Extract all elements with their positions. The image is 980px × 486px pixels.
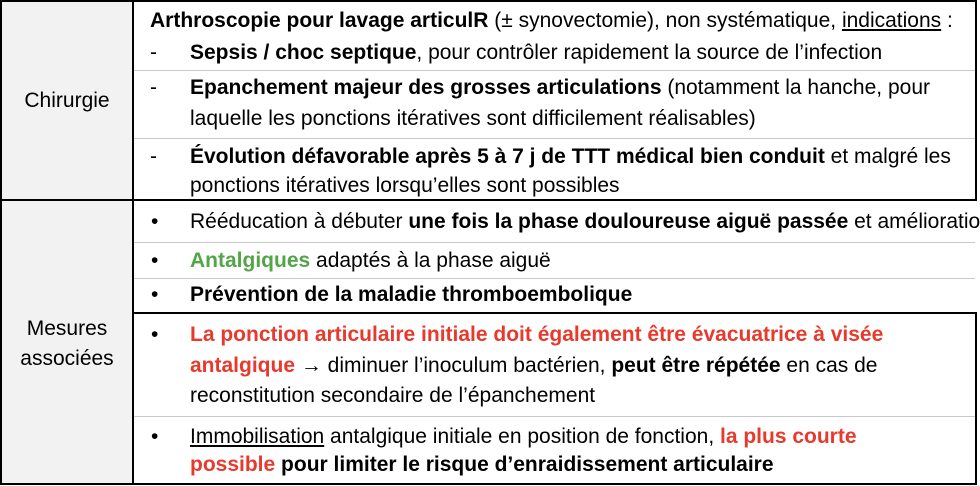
surgery-row-label: Chirurgie [24,89,110,112]
list-dash: - [150,76,157,99]
measure-item-bold: une fois la phase douloureuse aiguë passée [408,210,849,233]
list-bullet: • [151,283,159,306]
surgery-right-border [975,0,977,201]
boxed-measures-right-border [975,312,977,485]
measure-item-text: adaptés à la phase aiguë [310,249,551,272]
boxed-item-immobilisation-line2 [190,451,774,479]
label-column-background [1,1,133,484]
surgery-item-text: (notamment la hanche, pour [661,76,930,99]
surgery-item-bold: Sepsis / choc septique [190,41,417,64]
boxed-measures-top-border [132,312,977,314]
measure-item-analgesics [190,247,551,275]
table-left-border [0,0,2,485]
boxed-item-bold: pour limiter le risque d’enraidissement articulaire [275,453,774,476]
measure-item-green-emphasis: Antalgiques [190,249,311,272]
boxed-item-red-emphasis: antalgique [190,354,296,377]
list-bullet: • [151,210,159,233]
measures-row-label: Mesures associées [20,317,114,370]
list-bullet: • [151,249,159,272]
surgery-intro [150,7,953,35]
boxed-item-puncture-line3: reconstitution secondaire de l’épanchement [190,384,596,407]
list-bullet: • [151,425,159,448]
surgery-item-effusion [190,74,930,102]
surgery-intro-title: Arthroscopie pour lavage articulR [150,9,489,32]
boxed-item-text-end: en cas de [780,354,878,377]
surgery-item-effusion-cont: laquelle les ponctions itératives sont difficilement réalisables) [190,107,756,130]
surgery-item-evolution [190,143,951,171]
boxed-item-immobilisation [190,423,857,451]
table-top-border [0,0,977,2]
boxed-item-puncture-line2 [190,352,877,380]
surgery-intro-indications: indications [841,9,942,32]
measure-item-text-end: et amélioratio [848,210,980,233]
list-bullet: • [151,323,159,346]
boxed-item-text: → diminuer l’inoculum bactérien, [295,354,612,377]
item-separator [134,138,975,139]
list-dash: - [150,145,157,168]
item-separator [134,242,975,243]
surgery-item-text: , pour contrôler rapidement la source de l’infection [416,41,883,64]
surgery-item-bold: Évolution défavorable après 5 à 7 j de TTT médical bien conduit [190,145,825,168]
boxed-item-red-emphasis: la plus courte [720,425,857,448]
list-dash: - [150,41,157,64]
boxed-item-puncture-emphasis: La ponction articulaire initiale doit également être évacuatrice à visée [190,323,884,346]
label-column-divider [132,0,134,485]
measure-item-text: Rééducation à débuter [190,210,409,233]
surgery-intro-text: (± synovectomie), non systématique, [488,9,842,32]
item-separator [134,278,975,279]
measure-item-rehab [190,208,980,236]
item-separator [134,70,975,71]
boxed-item-underlined: Immobilisation [190,425,325,448]
surgery-item-text: et malgré les [824,145,951,168]
boxed-item-red-emphasis: possible [190,453,276,476]
surgery-item-evolution-cont: ponctions itératives lorsqu’elles sont possibles [190,174,620,197]
item-separator [134,416,975,417]
surgery-intro-end: : [941,9,953,32]
surgery-item-sepsis [190,39,882,67]
boxed-item-text: antalgique initiale en position de fonction, [324,425,720,448]
measure-item-thrombo-prevention: Prévention de la maladie thromboembolique [190,283,633,306]
boxed-item-bold: peut être répétée [611,354,781,377]
surgery-item-bold: Epanchement majeur des grosses articulations [190,76,662,99]
table-bottom-border [0,483,977,485]
